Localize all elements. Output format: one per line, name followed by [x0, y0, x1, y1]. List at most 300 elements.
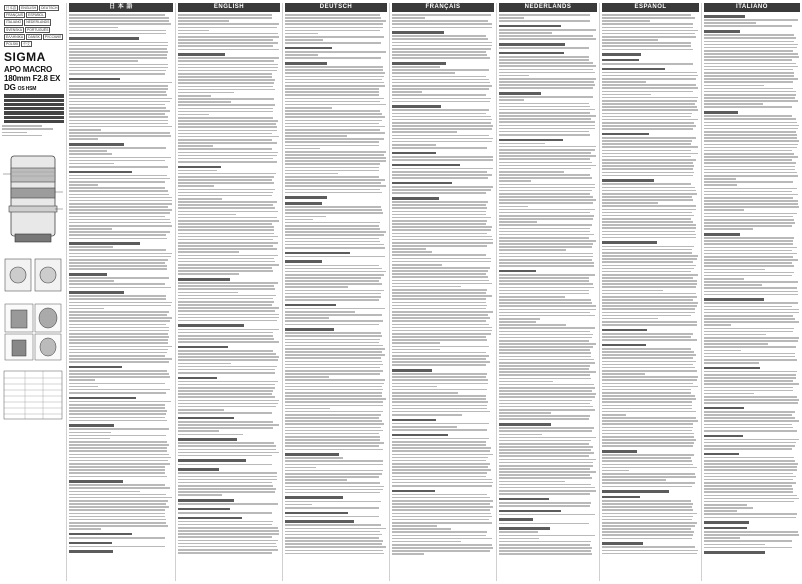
text-line: [285, 320, 383, 322]
text-line: [285, 420, 382, 422]
text-line: [392, 98, 491, 100]
text-line: [392, 541, 461, 543]
text-line: [178, 139, 272, 141]
text-line: [704, 302, 798, 304]
text-line: [704, 66, 798, 68]
text-line: [499, 106, 590, 108]
text-line: [602, 364, 693, 366]
text-line: [704, 166, 795, 168]
text-line: [178, 148, 272, 150]
text-line: [285, 299, 379, 301]
section-heading-mark: [285, 496, 343, 499]
text-line: [602, 433, 694, 435]
text-line: [69, 447, 167, 449]
section-heading-mark: [178, 468, 219, 471]
text-line: [178, 320, 277, 322]
text-line: [178, 261, 275, 263]
text-line: [392, 336, 486, 338]
text-line: [602, 379, 697, 381]
text-line: [178, 476, 277, 478]
text-line: [69, 389, 170, 391]
text-line: [178, 30, 209, 32]
section-heading-mark: [178, 499, 234, 502]
text-line: [69, 314, 167, 316]
section-heading-mark: [69, 480, 123, 483]
text-line: [602, 49, 693, 51]
text-line: [499, 277, 589, 279]
text-line: [69, 259, 168, 261]
text-line: [704, 318, 795, 320]
section-heading-mark: [704, 551, 765, 554]
section-heading-mark: [499, 498, 549, 501]
text-line: [178, 369, 275, 371]
section-heading-mark: [499, 527, 550, 530]
text-line: [285, 433, 379, 435]
text-line: [69, 317, 172, 319]
text-line: [285, 268, 382, 270]
text-line: [178, 207, 275, 209]
text-line: [602, 190, 696, 192]
language-chip: ENGLISH: [21, 6, 37, 10]
section-heading-mark: [178, 417, 234, 420]
text-line: [69, 228, 112, 230]
text-line: [285, 277, 381, 279]
text-line: [499, 231, 590, 233]
text-line: [602, 33, 695, 35]
text-line: [178, 117, 273, 119]
text-line: [602, 227, 696, 229]
text-line: [178, 482, 272, 484]
text-line: [704, 228, 753, 230]
text-line: [69, 484, 165, 486]
text-line: [499, 72, 595, 74]
text-line: [69, 17, 169, 19]
text-line: [69, 249, 166, 251]
section-heading-mark: [178, 278, 230, 281]
text-line: [285, 135, 347, 137]
text-line: [178, 546, 277, 548]
text-line: [392, 23, 492, 25]
text-line: [704, 69, 793, 71]
text-line: [392, 207, 487, 209]
text-line: [499, 84, 595, 86]
section-heading-mark: [178, 53, 225, 56]
text-line: [178, 245, 273, 247]
text-line: [178, 248, 277, 250]
text-line: [178, 155, 277, 157]
text-line: [285, 445, 379, 447]
text-line: [704, 427, 793, 429]
text-line: [602, 398, 696, 400]
column-heading: ESPAÑOL: [602, 3, 699, 12]
text-line: [602, 162, 693, 164]
text-line: [602, 268, 694, 270]
text-line: [704, 275, 792, 277]
text-line: [602, 30, 698, 32]
text-line: [392, 327, 492, 329]
text-line: [499, 259, 592, 261]
text-line: [285, 345, 383, 347]
column-deutsch: [285, 3, 387, 581]
text-line: [602, 420, 698, 422]
section-heading-mark: [178, 438, 237, 441]
text-line: [499, 471, 596, 473]
text-line: [499, 359, 594, 361]
text-line: [392, 72, 455, 74]
text-line: [178, 488, 276, 490]
text-line: [178, 390, 273, 392]
text-line: [178, 335, 273, 337]
text-line: [704, 181, 793, 183]
text-line: [178, 366, 277, 368]
text-line: [69, 333, 168, 335]
text-line: [69, 466, 165, 468]
section-heading-mark: [602, 496, 640, 499]
text-line: [499, 312, 590, 314]
text-line: [392, 466, 488, 468]
text-line: [704, 466, 797, 468]
text-line: [392, 17, 425, 19]
text-line: [704, 420, 799, 422]
text-line: [69, 23, 171, 25]
text-line: [392, 258, 491, 260]
text-line: [499, 535, 595, 537]
text-line: [285, 219, 313, 221]
text-line: [69, 513, 165, 515]
column-espanol: [602, 3, 699, 581]
text-line: [285, 23, 383, 25]
text-line: [704, 137, 797, 139]
text-line: [69, 212, 170, 214]
text-line: [392, 233, 487, 235]
text-line: [499, 343, 596, 345]
text-line: [69, 42, 168, 44]
text-line: [178, 20, 229, 22]
text-line: [704, 396, 797, 398]
text-line: [178, 33, 278, 35]
text-line: [602, 417, 696, 419]
text-line: [392, 482, 493, 484]
text-line: [704, 540, 792, 542]
text-line: [69, 219, 170, 221]
text-line: [392, 292, 486, 294]
text-line: [602, 534, 693, 536]
text-line: [285, 271, 386, 273]
text-line: [499, 430, 592, 432]
text-line: [392, 54, 487, 56]
text-line: [178, 251, 239, 253]
text-line: [392, 109, 489, 111]
text-line: [285, 442, 384, 444]
text-line: [602, 486, 692, 488]
text-line: [69, 383, 165, 385]
product-name: APO MACRO 180mm F2.8 EX DG: [4, 65, 61, 93]
column-nederlands: [499, 3, 597, 581]
text-line: [285, 274, 384, 276]
text-line: [178, 142, 277, 144]
text-line: [392, 298, 486, 300]
text-line: [704, 156, 798, 158]
text-line: [392, 94, 486, 96]
text-line: [392, 186, 493, 188]
text-line: [602, 109, 698, 111]
text-line: [392, 342, 440, 344]
section-heading-mark: [704, 15, 745, 18]
text-line: [285, 436, 380, 438]
text-line: [69, 503, 166, 505]
text-line: [392, 454, 493, 456]
text-line: [69, 401, 171, 403]
text-line: [704, 19, 798, 21]
text-line: [704, 175, 798, 177]
text-line: [178, 123, 276, 125]
text-line: [69, 256, 171, 258]
text-line: [178, 89, 275, 91]
text-line: [178, 363, 231, 365]
text-line: [499, 158, 590, 160]
text-line: [69, 120, 168, 122]
text-line: [285, 54, 318, 56]
text-line: [285, 27, 383, 29]
text-line: [69, 231, 170, 233]
text-line: [178, 455, 272, 457]
text-line: [392, 379, 488, 381]
text-line: [178, 67, 278, 69]
section-heading-mark: [602, 542, 643, 545]
text-line: [69, 522, 166, 524]
text-line: [499, 293, 589, 295]
text-line: [285, 417, 379, 419]
text-line: [499, 446, 593, 448]
text-line: [392, 346, 489, 348]
text-line: [69, 469, 165, 471]
text-line: [602, 293, 696, 295]
text-line: [178, 114, 209, 116]
text-line: [499, 240, 596, 242]
text-line: [602, 339, 697, 341]
text-line: [602, 280, 697, 282]
text-line: [69, 327, 169, 329]
section-heading-mark: [499, 92, 541, 95]
text-line: [704, 72, 794, 74]
text-line: [178, 145, 213, 147]
text-line: [69, 376, 170, 378]
text-line: [602, 215, 694, 217]
text-line: [178, 282, 278, 284]
text-line: [704, 222, 795, 224]
text-line: [602, 14, 691, 16]
text-line: [602, 531, 694, 533]
text-line: [178, 229, 274, 231]
text-line: [499, 262, 594, 264]
text-line: [285, 408, 330, 410]
text-line: [704, 414, 792, 416]
text-line: [499, 78, 596, 80]
text-line: [704, 140, 799, 142]
text-line: [602, 231, 695, 233]
text-line: [499, 29, 596, 31]
text-line: [499, 481, 565, 483]
text-line: [499, 324, 566, 326]
text-line: [704, 34, 794, 36]
text-line: [392, 27, 492, 29]
text-line: [602, 187, 695, 189]
text-line: [704, 97, 795, 99]
text-line: [285, 241, 380, 243]
text-line: [69, 336, 169, 338]
product-title: [4, 65, 64, 92]
text-line: [602, 103, 695, 105]
text-line: [704, 331, 793, 333]
text-line: [602, 305, 697, 307]
text-line: [704, 479, 793, 481]
text-line: [704, 448, 792, 450]
text-line: [392, 503, 490, 505]
text-line: [178, 356, 279, 358]
text-line: [285, 473, 382, 475]
text-line: [602, 81, 646, 83]
section-heading-mark: [704, 453, 739, 456]
text-line: [178, 223, 272, 225]
text-line: [602, 265, 696, 267]
text-line: [178, 161, 277, 163]
text-line: [285, 311, 355, 313]
text-line: [69, 253, 172, 255]
text-line: [602, 414, 626, 416]
text-line: [499, 374, 590, 376]
text-line: [285, 430, 383, 432]
text-line: [285, 72, 385, 74]
text-line: [499, 381, 553, 383]
text-line: [178, 472, 277, 474]
text-line: [704, 498, 799, 500]
text-line: [602, 503, 693, 505]
text-line: [602, 91, 693, 93]
text-line: [392, 141, 492, 143]
text-line: [69, 494, 166, 496]
text-line: [69, 407, 165, 409]
text-line: [499, 538, 539, 540]
text-line: [392, 398, 486, 400]
text-line: [499, 393, 596, 395]
text-line: [69, 463, 170, 465]
text-line: [392, 35, 486, 37]
text-line: [69, 330, 169, 332]
text-line: [499, 143, 545, 145]
text-line: [392, 122, 491, 124]
text-line: [285, 361, 382, 363]
text-line: [178, 353, 276, 355]
text-line: [285, 66, 383, 68]
text-line: [602, 500, 691, 502]
text-line: [178, 179, 272, 181]
section-heading-mark: [602, 450, 637, 453]
text-line: [285, 467, 316, 469]
text-line: [704, 482, 796, 484]
text-line: [392, 494, 487, 496]
text-line: [602, 392, 691, 394]
text-line: [499, 452, 594, 454]
text-line: [602, 473, 695, 475]
text-line: [69, 339, 168, 341]
text-line: [499, 337, 592, 339]
section-heading-mark: [499, 25, 561, 28]
text-line: [602, 348, 691, 350]
text-line: [392, 333, 491, 335]
section-heading-mark: [285, 202, 322, 205]
text-line: [69, 157, 171, 159]
text-line: [499, 302, 592, 304]
text-line: [69, 73, 165, 75]
text-line: [499, 406, 593, 408]
text-line: [285, 132, 385, 134]
text-line: [69, 311, 169, 313]
text-line: [602, 234, 696, 236]
text-line: [704, 390, 793, 392]
text-line: [499, 237, 589, 239]
text-line: [178, 214, 236, 216]
text-line: [178, 530, 279, 532]
text-line: [285, 476, 379, 478]
text-line: [602, 39, 658, 41]
text-line: [69, 57, 167, 59]
text-line: [499, 180, 531, 182]
text-line: [602, 165, 694, 167]
text-line: [392, 174, 492, 176]
text-line: [178, 424, 279, 426]
column-japanese: [69, 3, 173, 581]
section-heading-mark: [69, 37, 139, 40]
text-line: [285, 332, 381, 334]
text-line: [285, 540, 383, 542]
text-line: [602, 224, 696, 226]
text-line: [285, 486, 384, 488]
text-line: [69, 528, 101, 530]
text-line: [392, 330, 492, 332]
text-line: [499, 356, 591, 358]
text-line: [602, 354, 696, 356]
text-line: [392, 51, 486, 53]
text-line: [285, 176, 379, 178]
text-line: [178, 521, 273, 523]
text-line: [499, 514, 595, 516]
text-line: [285, 398, 386, 400]
text-line: [392, 76, 486, 78]
text-line: [285, 543, 382, 545]
text-line: [704, 517, 796, 519]
text-line: [704, 377, 796, 379]
text-line: [285, 492, 380, 494]
text-line: [285, 516, 379, 518]
text-line: [178, 220, 279, 222]
text-line: [602, 23, 693, 25]
text-line: [392, 57, 490, 59]
text-line: [392, 308, 486, 310]
text-line: [69, 320, 170, 322]
text-line: [285, 33, 318, 35]
text-line: [499, 309, 596, 311]
text-line: [392, 168, 493, 170]
text-line: [704, 91, 796, 93]
text-line: [392, 211, 486, 213]
text-line: [704, 206, 799, 208]
text-line: [392, 79, 489, 81]
section-heading-mark: [602, 59, 639, 62]
text-line: [178, 400, 279, 402]
text-line: [285, 179, 385, 181]
section-heading-mark: [392, 197, 439, 200]
text-line: [178, 549, 278, 551]
